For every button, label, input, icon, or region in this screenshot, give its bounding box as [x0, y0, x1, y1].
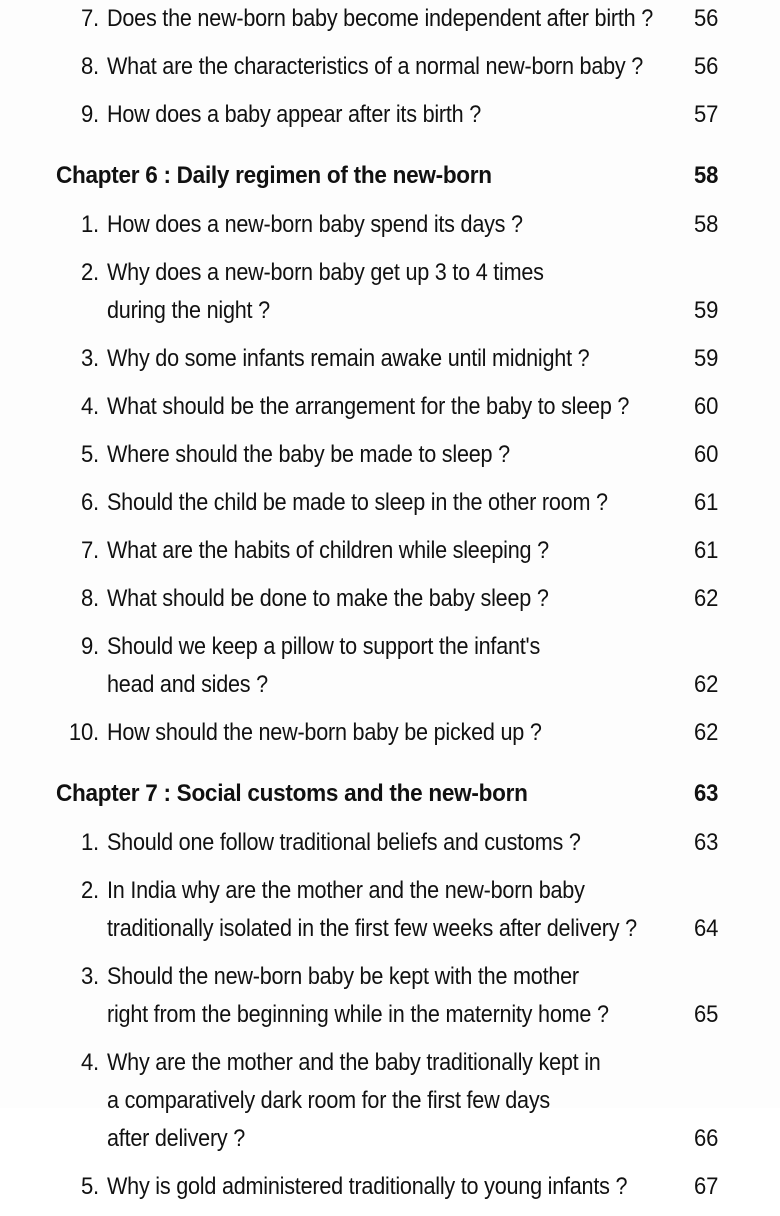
item-number: 2.	[80, 877, 99, 904]
item-page-number: 60	[694, 393, 719, 420]
item-page-number: 62	[694, 585, 719, 612]
item-number: 3.	[80, 345, 99, 372]
toc-line	[0, 292, 780, 330]
item-page-number: 59	[694, 345, 719, 372]
toc-line	[0, 872, 780, 910]
item-text: Why does a new-born baby get up 3 to 4 times	[107, 259, 544, 286]
toc-line	[0, 1168, 780, 1206]
chapter-title: Chapter 6 : Daily regimen of the new-born	[56, 162, 492, 189]
item-number: 4.	[80, 1049, 99, 1076]
item-number: 7.	[80, 537, 99, 564]
item-number: 9.	[80, 101, 99, 128]
chapter-page-number: 58	[694, 162, 719, 189]
toc-line	[0, 996, 780, 1034]
spacer	[0, 134, 780, 144]
item-number: 2.	[80, 259, 99, 286]
spacer	[0, 522, 780, 532]
spacer	[0, 814, 780, 824]
spacer	[0, 38, 780, 48]
toc-line	[0, 628, 780, 666]
item-page-number: 56	[694, 5, 719, 32]
item-page-number: 61	[694, 537, 719, 564]
toc-item-entry[interactable]	[0, 532, 780, 570]
spacer	[0, 330, 780, 340]
toc-line	[0, 1120, 780, 1158]
item-text: after delivery ?	[107, 1125, 246, 1152]
item-text: Does the new-born baby become independent after birth ?	[107, 5, 653, 32]
spacer	[0, 1034, 780, 1044]
toc-line	[0, 156, 780, 196]
item-text: head and sides ?	[107, 671, 268, 698]
toc-item-entry[interactable]	[0, 580, 780, 618]
item-text: Why are the mother and the baby traditionally kept in	[107, 1049, 601, 1076]
spacer	[0, 474, 780, 484]
item-number: 6.	[80, 489, 99, 516]
item-page-number: 67	[694, 1173, 719, 1200]
toc-line	[0, 48, 780, 86]
toc-line	[0, 1082, 780, 1120]
item-number: 9.	[80, 633, 99, 660]
toc-line	[0, 910, 780, 948]
item-page-number: 57	[694, 101, 719, 128]
item-text: Why do some infants remain awake until midnight ?	[107, 345, 590, 372]
spacer	[0, 1158, 780, 1168]
chapter-title: Chapter 7 : Social customs and the new-born	[56, 780, 528, 807]
item-text: What are the habits of children while sleeping ?	[107, 537, 549, 564]
toc-line	[0, 666, 780, 704]
spacer	[0, 244, 780, 254]
spacer	[0, 196, 780, 206]
chapter-page-number: 63	[694, 780, 719, 807]
toc-line	[0, 0, 780, 38]
item-text: traditionally isolated in the first few weeks after delivery ?	[107, 915, 637, 942]
toc-chapter-entry[interactable]	[0, 156, 780, 196]
item-page-number: 63	[694, 829, 719, 856]
toc-line	[0, 714, 780, 752]
item-number: 1.	[80, 829, 99, 856]
spacer	[0, 752, 780, 762]
item-page-number: 58	[694, 211, 719, 238]
toc-item-entry[interactable]	[0, 628, 780, 704]
toc-item-entry[interactable]	[0, 96, 780, 134]
spacer	[0, 144, 780, 156]
item-text: Should the child be made to sleep in the other room ?	[107, 489, 608, 516]
toc-line	[0, 388, 780, 426]
item-page-number: 62	[694, 719, 719, 746]
item-number: 1.	[80, 211, 99, 238]
item-number: 3.	[80, 963, 99, 990]
toc-line	[0, 436, 780, 474]
item-number: 5.	[80, 441, 99, 468]
toc-item-entry[interactable]	[0, 1044, 780, 1158]
toc-item-entry[interactable]	[0, 254, 780, 330]
toc-item-entry[interactable]	[0, 340, 780, 378]
toc-item-entry[interactable]	[0, 958, 780, 1034]
item-number: 4.	[80, 393, 99, 420]
item-page-number: 62	[694, 671, 719, 698]
item-number: 7.	[80, 5, 99, 32]
toc-line	[0, 774, 780, 814]
toc-line	[0, 824, 780, 862]
item-text: Should one follow traditional beliefs and customs ?	[107, 829, 581, 856]
toc-line	[0, 254, 780, 292]
item-number: 8.	[80, 53, 99, 80]
toc-line	[0, 580, 780, 618]
item-text: What should be the arrangement for the baby to sleep ?	[107, 393, 630, 420]
toc-line	[0, 206, 780, 244]
spacer	[0, 948, 780, 958]
spacer	[0, 378, 780, 388]
item-number: 5.	[80, 1173, 99, 1200]
toc-item-entry[interactable]	[0, 714, 780, 752]
item-text: Should we keep a pillow to support the infant's	[107, 633, 541, 660]
item-text: right from the beginning while in the maternity home ?	[107, 1001, 609, 1028]
toc-line	[0, 532, 780, 570]
item-text: What are the characteristics of a normal new-born baby ?	[107, 53, 644, 80]
item-text: What should be done to make the baby sleep ?	[107, 585, 549, 612]
item-text: How should the new-born baby be picked up ?	[107, 719, 542, 746]
item-text: a comparatively dark room for the first few days	[107, 1087, 550, 1114]
toc-item-entry[interactable]	[0, 388, 780, 426]
spacer	[0, 570, 780, 580]
spacer	[0, 862, 780, 872]
item-text: How does a baby appear after its birth ?	[107, 101, 482, 128]
toc-item-entry[interactable]	[0, 436, 780, 474]
item-text: Should the new-born baby be kept with the mother	[107, 963, 579, 990]
spacer	[0, 762, 780, 774]
spacer	[0, 1206, 780, 1216]
item-page-number: 60	[694, 441, 719, 468]
toc-item-entry[interactable]	[0, 872, 780, 948]
toc-line	[0, 958, 780, 996]
item-page-number: 65	[694, 1001, 719, 1028]
toc-item-entry[interactable]	[0, 206, 780, 244]
toc-line	[0, 484, 780, 522]
toc-item-entry[interactable]	[0, 48, 780, 86]
item-number: 8.	[80, 585, 99, 612]
toc-line	[0, 1044, 780, 1082]
item-page-number: 64	[694, 915, 719, 942]
item-text: during the night ?	[107, 297, 270, 324]
toc-item-entry[interactable]	[0, 484, 780, 522]
toc-item-entry[interactable]	[0, 1168, 780, 1206]
item-text: How does a new-born baby spend its days ?	[107, 211, 523, 238]
item-page-number: 59	[694, 297, 719, 324]
item-text: Why is gold administered traditionally to young infants ?	[107, 1173, 628, 1200]
item-page-number: 66	[694, 1125, 719, 1152]
toc-line	[0, 96, 780, 134]
item-text: Where should the baby be made to sleep ?	[107, 441, 510, 468]
item-number: 10.	[68, 719, 99, 746]
item-text: In India why are the mother and the new-born baby	[107, 877, 585, 904]
toc-item-entry[interactable]	[0, 824, 780, 862]
spacer	[0, 86, 780, 96]
item-page-number: 61	[694, 489, 719, 516]
spacer	[0, 618, 780, 628]
spacer	[0, 704, 780, 714]
toc-line	[0, 340, 780, 378]
spacer	[0, 426, 780, 436]
toc-item-entry[interactable]	[0, 0, 780, 38]
toc-chapter-entry[interactable]	[0, 774, 780, 814]
item-page-number: 56	[694, 53, 719, 80]
